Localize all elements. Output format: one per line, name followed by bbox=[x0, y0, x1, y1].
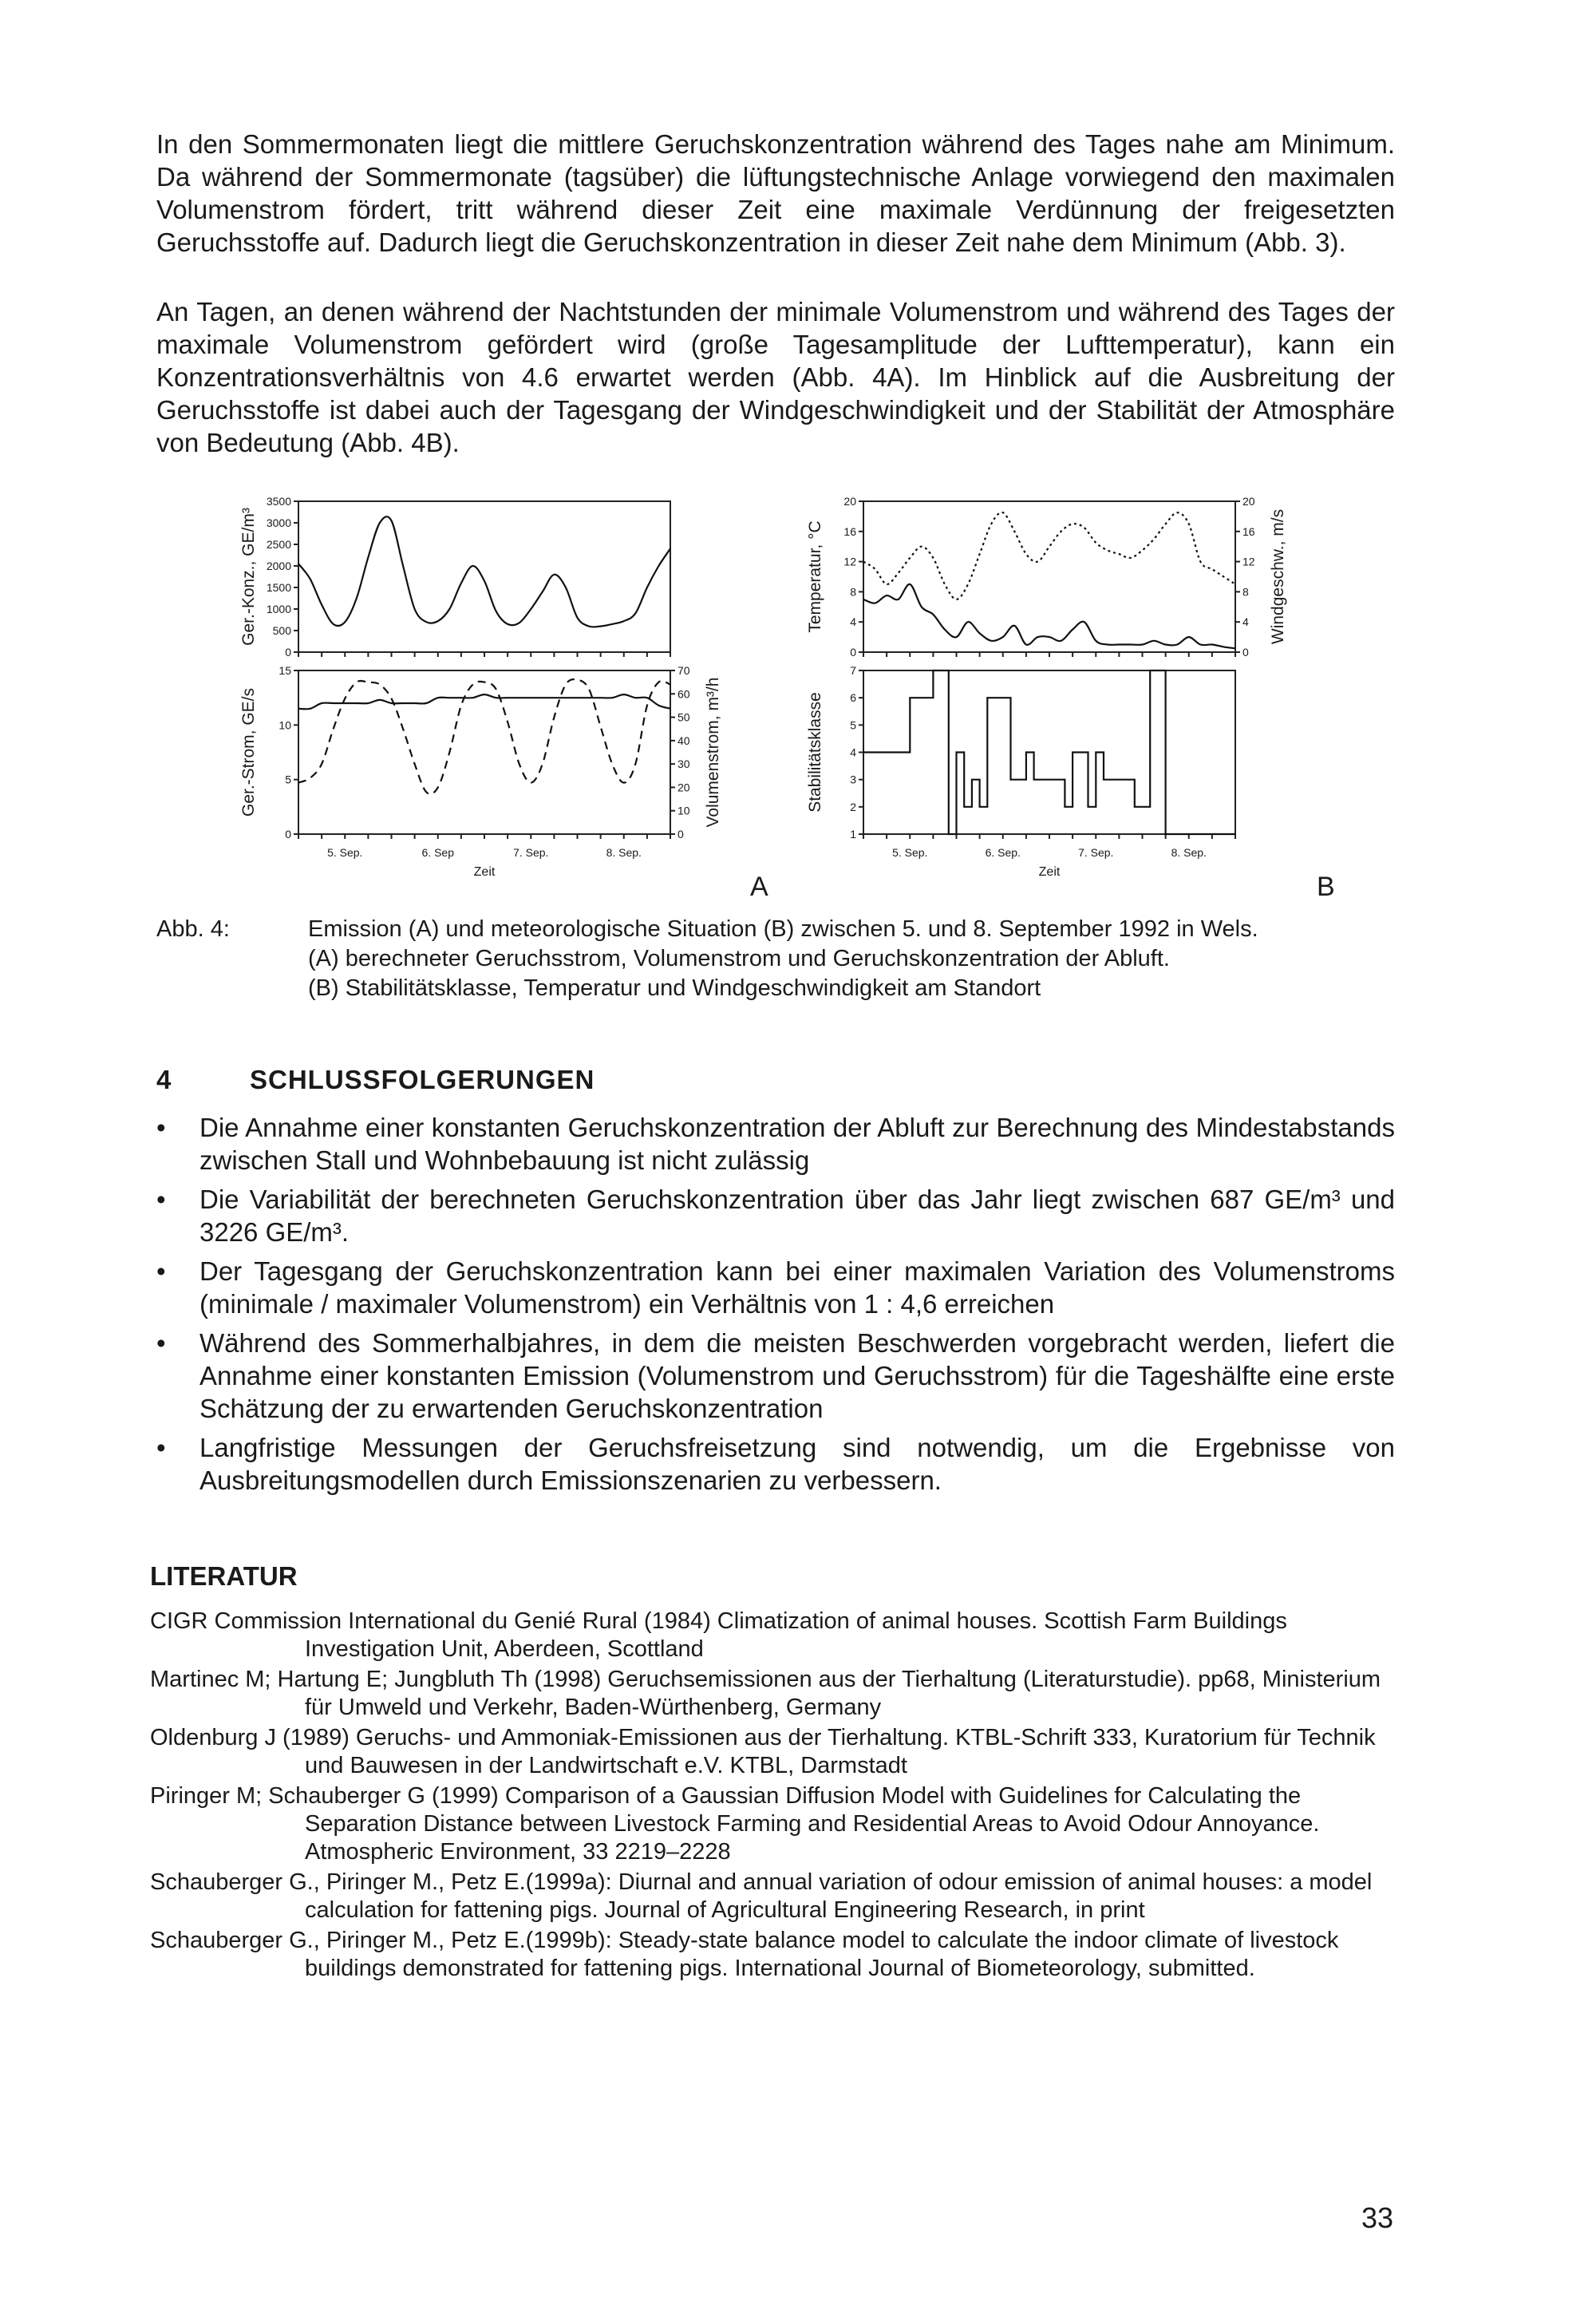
list-item: • Der Tagesgang der Geruchskonzentration kann bei einer maximalen Variation des Volumenstroms (minimale / maximaler Volumenstrom) ein Verhältnis von 1 : 4,6 erreichen bbox=[156, 1255, 1395, 1320]
list-item: • Die Variabilität der berechneten Geruchskonzentration über das Jahr liegt zwischen 687 GE/m³ und 3226 GE/m³. bbox=[156, 1183, 1395, 1248]
chart-4a-bottom-y-tick-label: 0 bbox=[285, 828, 291, 841]
series-geruchsstrom bbox=[298, 694, 670, 709]
chart-4b-bottom-x-tick-label: 8. Sep. bbox=[1171, 846, 1207, 859]
chart-4a-top-y-tick-label: 1000 bbox=[266, 603, 291, 615]
paragraph-1: In den Sommermonaten liegt die mittlere Geruchskonzentration während des Tages nahe am Minimum. Da während der Sommermonate (tagsüber) die lüftungstechnische Anlage vorwiegend den maximalen Volumenstrom fördert, tritt während dieser Zeit eine maximale Verdünnung der freigesetzten Geruchsstoffe auf. Dadurch liegt die Geruchskonzentration in dieser Zeit nahe dem Minimum (Abb. 3). bbox=[156, 129, 1395, 257]
chart-4a-top-y-tick-label: 2500 bbox=[266, 538, 291, 551]
reference-item: Piringer M; Schauberger G (1999) Comparison of a Gaussian Diffusion Model with Guidelines for Calculating the Separation Distance between Livestock Farming and Residential Areas to Avoid Odour Annoyance. Atmospheric Environment, 33 2219–2228 bbox=[150, 1783, 1320, 1865]
series-geruchskonzentration bbox=[298, 516, 670, 627]
list-item: • Die Annahme einer konstanten Geruchskonzentration der Abluft zur Berechnung des Mindestabstands zwischen Stall und Wohnbebauung ist nicht zulässig bbox=[156, 1111, 1395, 1177]
chart-4b-top-y-tick-label: 16 bbox=[843, 524, 856, 538]
figure-label-A: A bbox=[750, 872, 768, 902]
chart-4a-bottom-y-tick-label: 15 bbox=[279, 664, 291, 677]
chart-4b-bottom-x-tick-label: 6. Sep. bbox=[985, 846, 1021, 859]
chart-4b-top-y2-tick-label: 8 bbox=[1242, 585, 1249, 599]
chart-4a-bottom-y2-tick-label: 10 bbox=[678, 804, 690, 817]
chart-4b-bottom-ylabel: Stabilitätsklasse bbox=[806, 692, 824, 813]
chart-4a-bottom-y2-tick-label: 40 bbox=[678, 734, 690, 747]
chart-4b-top-y-tick-label: 4 bbox=[850, 615, 856, 629]
chart-4b-xlabel: Zeit bbox=[1038, 865, 1061, 879]
chart-4a-top-y-tick-label: 3500 bbox=[266, 495, 291, 508]
chart-4b-top-y2-tick-label: 0 bbox=[1242, 646, 1249, 659]
chart-4a-xlabel: Zeit bbox=[473, 865, 496, 879]
conclusion-list bbox=[156, 1111, 1395, 1503]
chart-4b-bottom-y-tick-label: 2 bbox=[850, 800, 856, 813]
reference-item: Martinec M; Hartung E; Jungbluth Th (1998) Geruchsemissionen aus der Tierhaltung (Literaturstudie). pp68, Ministerium für Umweld und Verkehr, Baden-Würthenberg, Germany bbox=[150, 1667, 1381, 1720]
chart-4a-top-frame bbox=[298, 501, 670, 652]
chart-4b-top-frame bbox=[863, 501, 1235, 652]
chart-4a-bottom-x-tick-label: 7. Sep. bbox=[513, 846, 549, 859]
section-number: 4 bbox=[156, 1065, 172, 1094]
caption-line: (B) Stabilitätsklasse, Temperatur und Windgeschwindigkeit am Standort bbox=[308, 975, 1041, 1001]
chart-4b-bottom-y-tick-label: 3 bbox=[850, 773, 856, 786]
page-number: 33 bbox=[1361, 2201, 1393, 2234]
chart-4b-bottom-y-tick-label: 1 bbox=[850, 828, 856, 841]
chart-4a-bottom-y2-tick-label: 60 bbox=[678, 687, 690, 701]
chart-4a-bottom-y-tick-label: 10 bbox=[279, 718, 291, 732]
section-title: SCHLUSSFOLGERUNGEN bbox=[250, 1065, 595, 1094]
caption-line: (A) berechneter Geruchsstrom, Volumenstrom und Geruchskonzentration der Abluft. bbox=[308, 946, 1170, 971]
series-temperatur bbox=[863, 512, 1235, 599]
chart-4b-bottom-frame bbox=[863, 670, 1235, 834]
reference-item: Schauberger G., Piringer M., Petz E.(1999b): Steady-state balance model to calculate the indoor climate of livestock buildings demonstrated for fattening pigs. International Journal of Biometeorology, submitted. bbox=[150, 1928, 1339, 1981]
chart-4b-top-y2-tick-label: 20 bbox=[1242, 495, 1255, 508]
chart-4a-top-y-tick-label: 2000 bbox=[266, 560, 291, 572]
chart-4b-top-y2label: Windgeschw., m/s bbox=[1269, 508, 1287, 645]
chart-4b-bottom-y-tick-label: 7 bbox=[850, 664, 856, 677]
chart-4a-bottom-y2-tick-label: 20 bbox=[678, 781, 690, 794]
chart-4b-top-ylabel: Temperatur, °C bbox=[806, 520, 824, 633]
series-windgeschwindigkeit bbox=[863, 584, 1235, 648]
chart-4a-bottom-x-tick-label: 8. Sep. bbox=[606, 846, 642, 859]
chart-4a-top-y-tick-label: 500 bbox=[272, 624, 291, 637]
list-item: • Langfristige Messungen der Geruchsfreisetzung sind notwendig, um die Ergebnisse von Ausbreitungsmodellen durch Emissionszenarien zu verbessern. bbox=[156, 1431, 1395, 1497]
chart-4a-bottom-x-tick-label: 6. Sep bbox=[421, 846, 454, 859]
caption-line: Emission (A) und meteorologische Situation (B) zwischen 5. und 8. September 1992 in Wels. bbox=[308, 916, 1258, 942]
chart-4b-top-y-tick-label: 0 bbox=[850, 646, 856, 659]
chart-4a-top-y-tick-label: 0 bbox=[285, 646, 291, 659]
reference-item: CIGR Commission International du Genié Rural (1984) Climatization of animal houses. Scottish Farm Buildings Investigation Unit, Aberdeen, Scottland bbox=[150, 1608, 1287, 1662]
chart-4a-bottom-y2-tick-label: 50 bbox=[678, 710, 690, 724]
chart-4a-bottom-x-tick-label: 5. Sep. bbox=[327, 846, 363, 859]
chart-4b-bottom-y-tick-label: 6 bbox=[850, 691, 856, 705]
figure-4 bbox=[0, 0, 1596, 910]
chart-4b-top-y-tick-label: 12 bbox=[843, 555, 856, 568]
chart-4a-bottom-ylabel: Ger.-Strom, GE/s bbox=[239, 687, 258, 817]
reference-item: Oldenburg J (1989) Geruchs- und Ammoniak-Emissionen aus der Tierhaltung. KTBL-Schrift 333, Kuratorium für Technik und Bauwesen in der Landwirtschaft e.V. KTBL, Darmstadt bbox=[150, 1725, 1376, 1778]
chart-4b-top-y2-tick-label: 16 bbox=[1242, 524, 1255, 538]
chart-4b-bottom-y-tick-label: 5 bbox=[850, 718, 856, 732]
reference-item: Schauberger G., Piringer M., Petz E.(1999a): Diurnal and annual variation of odour emission of animal houses: a model calculation for fattening pigs. Journal of Agricultural Engineering Research, in print bbox=[150, 1869, 1373, 1923]
list-item: • Während des Sommerhalbjahres, in dem die meisten Beschwerden vorgebracht werden, liefert die Annahme einer konstanten Emission (Volumenstrom und Geruchsstrom) für die Tageshälfte eine erste Schätzung der zu erwartenden Geruchskonzentration bbox=[156, 1327, 1395, 1425]
chart-4a-bottom-y2-tick-label: 0 bbox=[678, 828, 684, 841]
chart-4b-top-y2-tick-label: 4 bbox=[1242, 615, 1249, 629]
caption-number: Abb. 4: bbox=[156, 916, 230, 942]
chart-4a-bottom-y-tick-label: 5 bbox=[285, 773, 291, 786]
chart-4b-bottom-x-tick-label: 5. Sep. bbox=[892, 846, 928, 859]
figure-label-B: B bbox=[1317, 872, 1335, 902]
figure-caption bbox=[308, 915, 1425, 1003]
chart-4b-top-y-tick-label: 8 bbox=[850, 585, 856, 599]
chart-4b-top-y2-tick-label: 12 bbox=[1242, 555, 1255, 568]
chart-4a-bottom-y2-tick-label: 70 bbox=[678, 664, 690, 677]
chart-4a-top-y-tick-label: 1500 bbox=[266, 581, 291, 594]
chart-4b-top-y-tick-label: 20 bbox=[843, 495, 856, 508]
chart-4a-bottom-y2-tick-label: 30 bbox=[678, 757, 690, 771]
reference-list bbox=[150, 1608, 1411, 1985]
chart-4b-bottom-x-tick-label: 7. Sep. bbox=[1078, 846, 1114, 859]
literature-title: LITERATUR bbox=[150, 1561, 298, 1591]
paragraph-2: An Tagen, an denen während der Nachtstunden der minimale Volumenstrom und während des Tages der maximale Volumenstrom gefördert wird (große Tagesamplitude der Lufttemperatur), kann ein Konzentrationsverhältnis von 4.6 erwartet werden (Abb. 4A). Im Hinblick auf die Ausbreitung der Geruchsstoffe ist dabei auch der Tagesgang der Windgeschwindigkeit und der Stabilität der Atmosphäre von Bedeutung (Abb. 4B). bbox=[156, 297, 1395, 457]
chart-4b-bottom-y-tick-label: 4 bbox=[850, 746, 856, 759]
series-stabilitaetsklasse bbox=[863, 670, 1235, 834]
chart-4a-top-ylabel: Ger.-Konz., GE/m³ bbox=[239, 508, 258, 646]
chart-4a-top-y-tick-label: 3000 bbox=[266, 516, 291, 529]
chart-4a-bottom-y2label: Volumenstrom, m³/h bbox=[704, 677, 722, 828]
